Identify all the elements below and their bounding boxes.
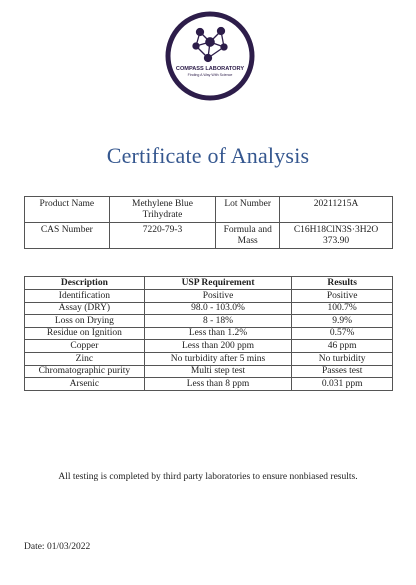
cell-usp-requirement: 98.0 - 103.0% (144, 302, 292, 315)
table-header-row (25, 277, 393, 290)
cell-description: Arsenic (25, 378, 145, 391)
column-header-usp-requirement: USP Requirement (144, 277, 292, 290)
product-name-line2: Trihydrate (142, 209, 183, 220)
cell-result: 46 ppm (292, 340, 393, 353)
lot-number-label: Lot Number (216, 197, 280, 223)
cell-usp-requirement: Less than 200 ppm (144, 340, 292, 353)
cell-result: 0.031 ppm (292, 378, 393, 391)
table-row (25, 197, 393, 223)
cas-number-value: 7220-79-3 (109, 223, 216, 249)
formula-mass-value (280, 223, 393, 249)
table-row (25, 327, 393, 340)
results-table (24, 276, 393, 391)
cell-usp-requirement: Multi step test (144, 365, 292, 378)
table-row (25, 223, 393, 249)
product-name-label: Product Name (25, 197, 110, 223)
logo-name: COMPASS LABORATORY (175, 66, 245, 72)
column-header-description: Description (25, 277, 145, 290)
table-row (25, 340, 393, 353)
table-row (25, 315, 393, 328)
cell-description: Loss on Drying (25, 315, 145, 328)
page-title: Certificate of Analysis (106, 143, 310, 168)
formula-mass-label (216, 223, 280, 249)
formula-label-line1: Formula and (223, 225, 272, 235)
cell-result: Passes test (292, 365, 393, 378)
cell-usp-requirement: Less than 8 ppm (144, 378, 292, 391)
formula-label-line2: Mass (237, 235, 258, 246)
document-date: Date: 01/03/2022 (24, 542, 91, 552)
table-row (25, 302, 393, 315)
cell-description: Assay (DRY) (25, 302, 145, 315)
cell-usp-requirement: No turbidity after 5 mins (144, 352, 292, 365)
table-row (25, 352, 393, 365)
cell-description: Residue on Ignition (25, 327, 145, 340)
product-name-value (109, 197, 216, 223)
cell-usp-requirement: Positive (144, 290, 292, 303)
mass-value: 373.90 (323, 235, 350, 246)
cell-result: Positive (292, 290, 393, 303)
cell-description: Zinc (25, 352, 145, 365)
cell-result: 100.7% (292, 302, 393, 315)
product-info-table (24, 196, 393, 249)
logo-tagline: Finding A Way With Science (187, 73, 233, 77)
cell-result: 0.57% (292, 327, 393, 340)
cell-usp-requirement: 8 - 18% (144, 315, 292, 328)
compass-laboratory-logo (164, 10, 256, 102)
table-row (25, 365, 393, 378)
table-row (25, 378, 393, 391)
cell-result: No turbidity (292, 352, 393, 365)
cell-description: Copper (25, 340, 145, 353)
cell-result: 9.9% (292, 315, 393, 328)
product-name-line1: Methylene Blue (132, 199, 193, 209)
lot-number-value: 20211215A (280, 197, 393, 223)
cell-description: Chromatographic purity (25, 365, 145, 378)
testing-note: All testing is completed by third party laboratories to ensure nonbiased results. (58, 472, 358, 482)
cas-number-label: CAS Number (25, 223, 110, 249)
column-header-results: Results (292, 277, 393, 290)
table-row (25, 290, 393, 303)
cell-usp-requirement: Less than 1.2% (144, 327, 292, 340)
cell-description: Identification (25, 290, 145, 303)
formula-value: C16H18ClN3S·3H2O (293, 225, 379, 235)
